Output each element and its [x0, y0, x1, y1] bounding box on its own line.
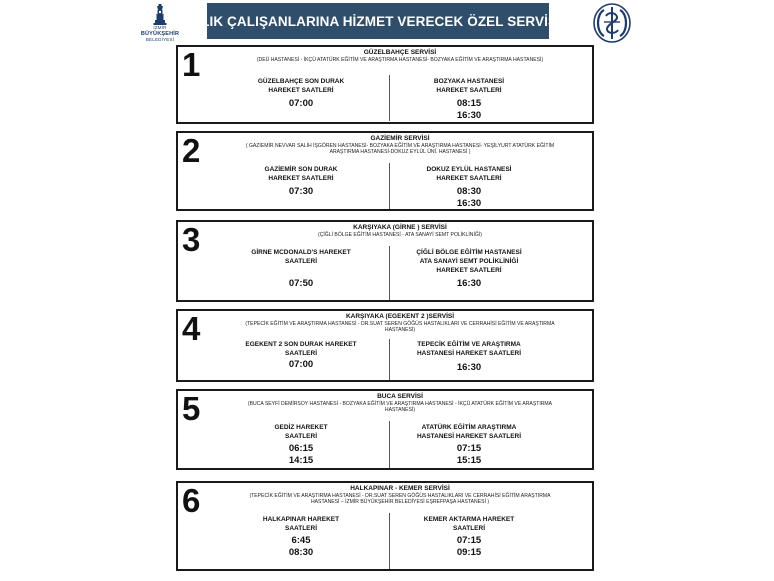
service-number: 1 — [182, 46, 201, 83]
eshot-monogram-icon — [590, 2, 634, 44]
column-divider — [389, 246, 390, 300]
service-name: BUCA SERVİSİ — [377, 393, 423, 400]
column-divider — [389, 421, 390, 468]
service-hospitals: (TEPECİK EĞİTİM VE ARAŞTIRMA HASTANESİ - DR.SUAT SEREN GÖĞÜS HASTALIKLARI VE CERRAHİSİ EĞİTİM VE ARAŞTIRMA HASTANESİ) — [245, 321, 555, 333]
eshot-logo — [590, 2, 634, 44]
return-stop: DOKUZ EYLÜL HASTANESİ HAREKET SAATLERİ — [426, 166, 512, 182]
service-card-4 — [176, 309, 594, 382]
departure-time: 14:15 — [288, 455, 314, 466]
return-time: 15:15 — [456, 455, 482, 466]
departure-stop: GÜZELBAHÇE SON DURAK HAREKET SAATLERİ — [257, 78, 345, 94]
title-banner — [171, 3, 585, 39]
service-hospitals: (DEÜ HASTANESİ - İKÇÜ ATATÜRK EĞİTİM VE ARAŞTIRMA HASTANESİ- BOZYAKA EĞİTİM VE ARAŞTIRMA HASTANESİ) — [256, 57, 544, 63]
service-card-3 — [176, 220, 594, 302]
return-time: 16:30 — [456, 198, 482, 209]
service-number: 5 — [182, 390, 201, 427]
column-divider — [389, 75, 390, 121]
service-card-5 — [176, 389, 594, 470]
service-number: 3 — [182, 221, 201, 258]
column-divider — [389, 163, 390, 209]
service-name: GÜZELBAHÇE SERVİSİ — [363, 49, 437, 56]
departure-stop: HALKAPINAR HAREKET SAATLERİ — [262, 516, 340, 532]
return-time: 08:30 — [456, 186, 482, 197]
page-title: SAĞLIK ÇALIŞANLARINA HİZMET VERECEK ÖZEL SERVİSLER — [171, 13, 585, 29]
return-time: 09:15 — [456, 547, 482, 558]
column-divider — [389, 339, 390, 380]
logo-line-2: BÜYÜKŞEHİR — [140, 31, 180, 37]
service-name: KARŞIYAKA (GİRNE ) SERVİSİ — [353, 224, 447, 231]
departure-stop: EGEKENT 2 SON DURAK HAREKET SAATLERİ — [245, 341, 357, 357]
return-time: 16:30 — [456, 278, 482, 289]
return-stop: KEMER AKTARMA HAREKET SAATLERİ — [423, 516, 515, 532]
service-card-1 — [176, 45, 594, 124]
service-name: HALKAPINAR - KEMER SERVİSİ — [350, 485, 450, 492]
logo-line-1: İZMİR — [153, 25, 167, 30]
service-card-2 — [176, 131, 594, 211]
service-card-6 — [176, 481, 594, 571]
departure-time: 07:00 — [288, 359, 314, 370]
departure-time: 08:30 — [288, 547, 314, 558]
departure-stop: GAZİEMİR SON DURAK HAREKET SAATLERİ — [264, 166, 338, 182]
service-hospitals: (BUCA SEYFİ DEMİRSOY HASTANESİ - BOZYAKA EĞİTİM VE ARAŞTIRMA HASTANESİ - İKÇÜ ATATÜRK EĞİTİM VE ARAŞTIRMA HASTANESİ) — [247, 401, 553, 413]
departure-time: 06:15 — [288, 443, 314, 454]
return-stop: ÇİĞLİ BÖLGE EĞİTİM HASTANESİ ATA SANAYİ SEMT POLİKLİNİĞİ HAREKET SAATLERİ — [416, 249, 522, 274]
clock-tower-icon — [152, 4, 168, 25]
departure-time: 07:50 — [288, 278, 314, 289]
return-time: 16:30 — [456, 110, 482, 121]
departure-stop: GİRNE MCDONALD'S HAREKET SAATLERİ — [251, 249, 351, 265]
service-hospitals: ( GAZİEMİR NEVVAR SALİH İŞGÖREN HASTANESİ- BOZYAKA EĞİTİM VE ARAŞTIRMA HASTANESİ- YEŞİLYURT ATATÜRK EĞİTİM ARAŞTIRMA HASTANESİ-DOKUZ EYLÜL ÜNİ. HASTANESİ ) — [245, 143, 555, 155]
service-hospitals: (ÇİĞLİ BÖLGE EĞİTİM HASTANESİ - ATA SANAYİ SEMT POLİKLİNİĞİ) — [318, 232, 482, 238]
departure-time: 6:45 — [291, 535, 311, 546]
service-number: 4 — [182, 310, 201, 347]
service-hospitals: (TEPECİK EĞİTİM VE ARAŞTIRMA HASTANESİ - DR.SUAT SEREN GÖĞÜS HASTALIKLARI VE CERRAHİSİ EĞİTİM ARAŞTIRMA HASTANESİ – İZMİR BÜYÜKŞEHİR BELEDİYESİ EŞREFPAŞA HASTANESİ ) — [249, 493, 551, 505]
column-divider — [389, 513, 390, 569]
return-time: 08:15 — [456, 98, 482, 109]
logo-line-3: BELEDİYESİ — [145, 37, 175, 42]
departure-time: 07:00 — [288, 98, 314, 109]
return-stop: ATATÜRK EĞİTİM ARAŞTIRMA HASTANESİ HAREKET SAATLERİ — [416, 424, 522, 440]
departure-stop: GEDİZ HAREKET SAATLERİ — [274, 424, 328, 440]
return-time: 07:15 — [456, 443, 482, 454]
service-number: 6 — [182, 482, 201, 519]
return-time: 16:30 — [456, 362, 482, 373]
departure-time: 07:30 — [288, 186, 314, 197]
return-stop: TEPECİK EĞİTİM VE ARAŞTIRMA HASTANESİ HAREKET SAATLERİ — [416, 341, 522, 357]
return-time: 07:15 — [456, 535, 482, 546]
service-name: GAZİEMİR SERVİSİ — [370, 135, 430, 142]
service-number: 2 — [182, 132, 201, 169]
return-stop: BOZYAKA HASTANESİ HAREKET SAATLERİ — [433, 78, 505, 94]
service-name: KARŞIYAKA (EGEKENT 2 )SERVİSİ — [345, 313, 455, 320]
